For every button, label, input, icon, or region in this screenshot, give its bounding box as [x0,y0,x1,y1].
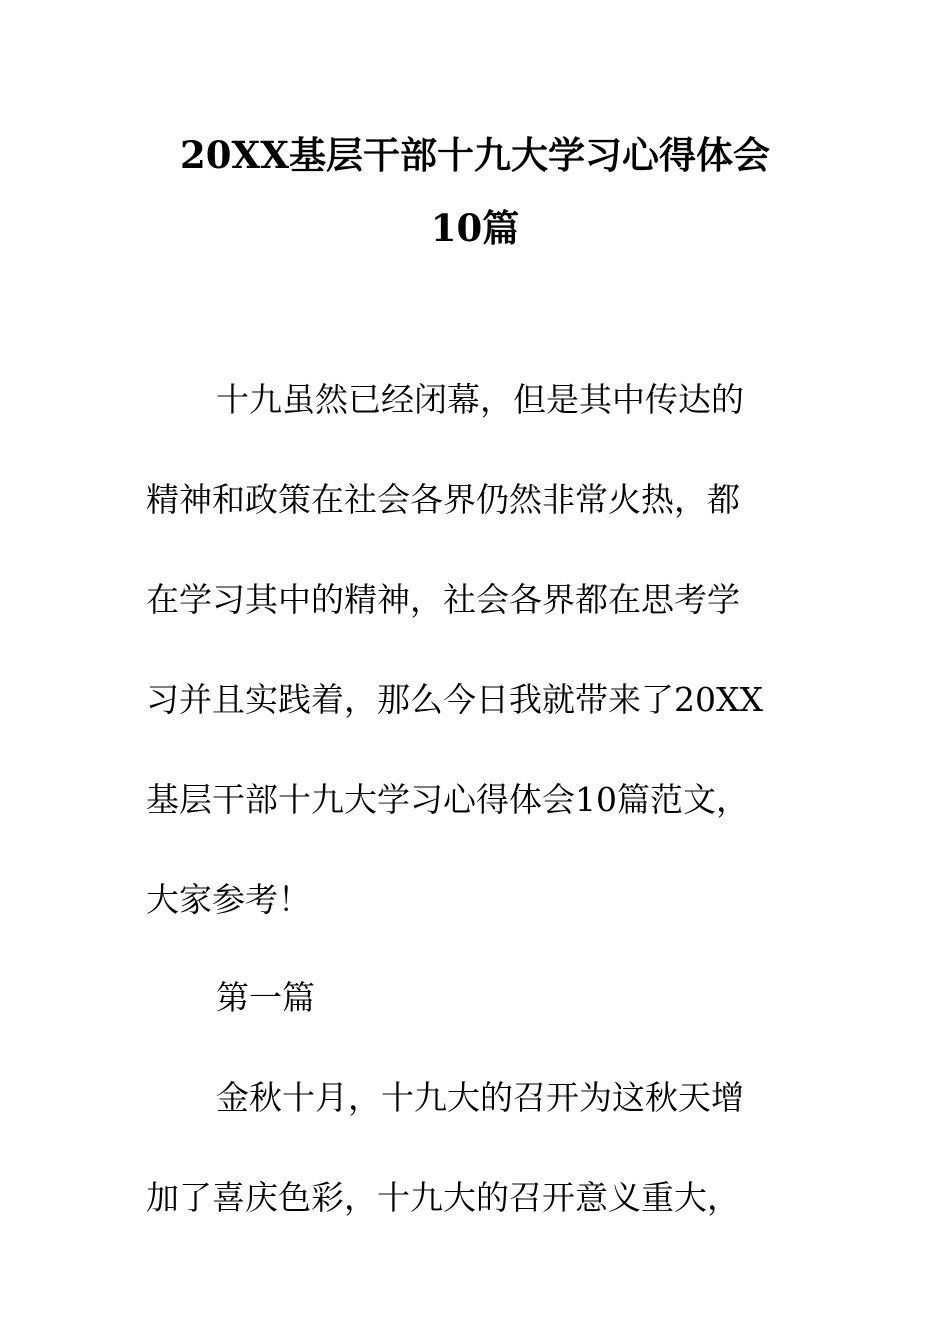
paragraph-line: 大家参考！ [146,880,311,919]
section-heading: 第一篇 [216,978,315,1017]
paragraph-line: 精神和政策在社会各界仍然非常火热，都 [146,480,740,519]
paragraph-line: 加了喜庆色彩，十九大的召开意义重大， [146,1178,740,1217]
paragraph-line: 金秋十月，十九大的召开为这秋天增 [216,1078,744,1117]
document-title-line-1: 20XX基层干部十九大学习心得体会 [180,133,770,177]
paragraph-line: 习并且实践着，那么今日我就带来了20XX [146,680,763,719]
paragraph-line: 十九虽然已经闭幕，但是其中传达的 [216,380,744,419]
document-title-line-2: 10篇 [430,206,520,250]
paragraph-line: 基层干部十九大学习心得体会10篇范文， [146,780,749,819]
paragraph-line: 在学习其中的精神，社会各界都在思考学 [146,580,740,619]
